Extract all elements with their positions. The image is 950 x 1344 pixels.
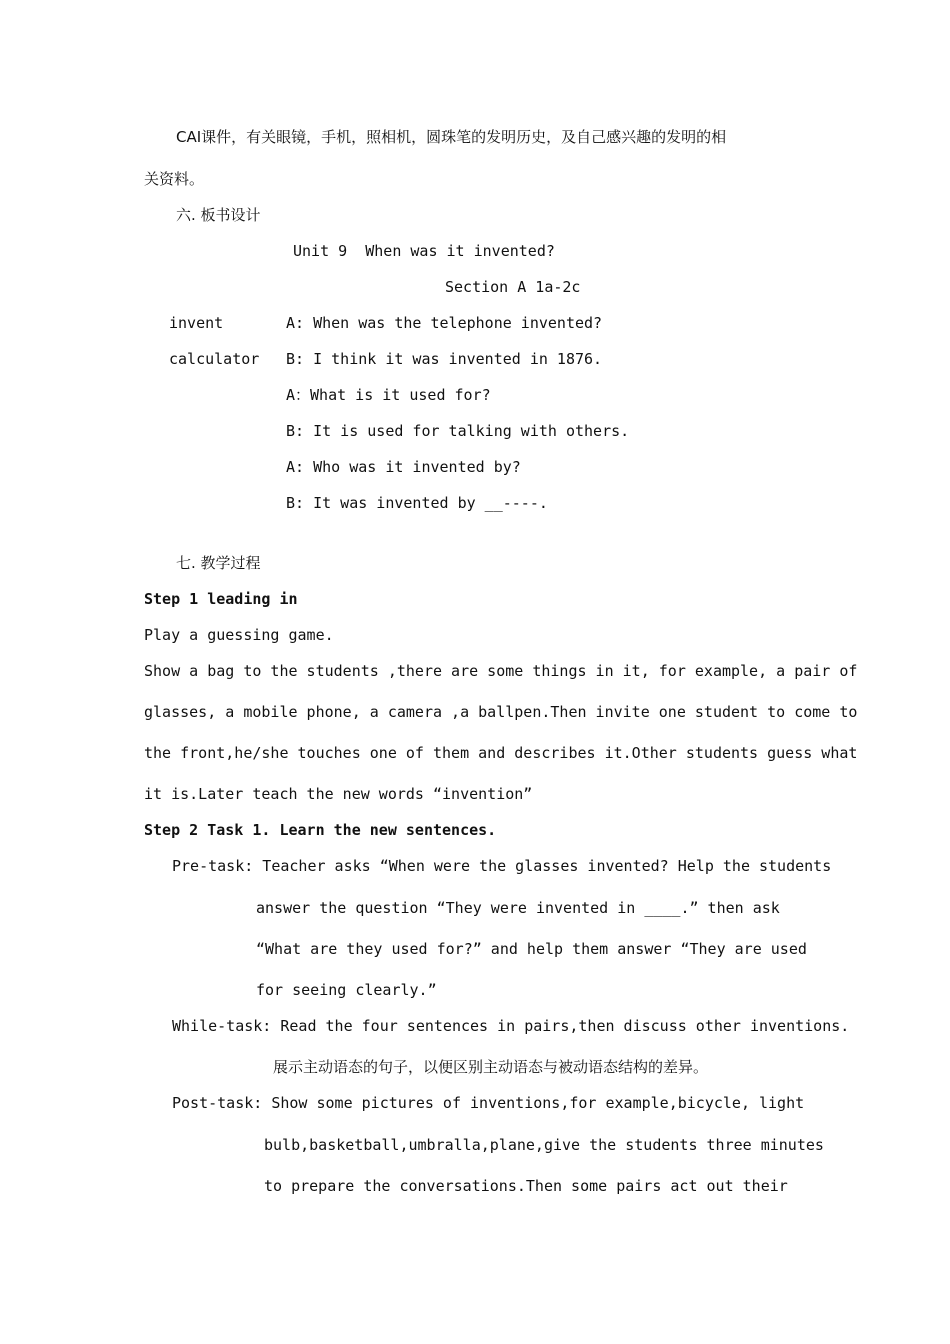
while-task-line: 展示主动语态的句子，以便区别主动语态与被动语态结构的差异。 [273, 1058, 709, 1076]
post-task-line: to prepare the conversations.Then some pairs act out their [264, 1177, 788, 1195]
board-dialogue-line: A：What is it used for? [286, 386, 491, 404]
board-title: Unit 9 When was it invented? [293, 242, 555, 260]
pre-task-line: Pre-task: Teacher asks “When were the glasses invented? Help the students [172, 857, 832, 875]
step-1-line: the front,he/she touches one of them and describes it.Other students guess what [144, 744, 858, 762]
board-word: invent [169, 314, 224, 332]
step-1-line: Show a bag to the students ,there are some things in it, for example, a pair of [144, 662, 858, 680]
board-dialogue-line: A: Who was it invented by? [286, 458, 521, 476]
while-task-line: While-task: Read the four sentences in pairs,then discuss other inventions. [172, 1017, 850, 1035]
step-1-line: it is.Later teach the new words “invention” [144, 785, 533, 803]
materials-line-2: 关资料。 [144, 170, 205, 188]
board-word: calculator [169, 350, 260, 368]
board-dialogue-line: B: I think it was invented in 1876. [286, 350, 603, 368]
board-dialogue-line: A: When was the telephone invented? [286, 314, 603, 332]
materials-line-1: CAI课件，有关眼镜，手机，照相机，圆珠笔的发明历史，及自己感兴趣的发明的相 [176, 128, 727, 146]
pre-task-line: answer the question “They were invented in ____.” then ask [256, 899, 780, 917]
step-1-line: Play a guessing game. [144, 626, 334, 644]
step-2-title: Step 2 Task 1. Learn the new sentences. [144, 821, 497, 839]
pre-task-line: for seeing clearly.” [256, 981, 437, 999]
pre-task-line: “What are they used for?” and help them answer “They are used [256, 940, 807, 958]
step-1-title: Step 1 leading in [144, 590, 298, 608]
post-task-line: Post-task: Show some pictures of inventions,for example,bicycle, light [172, 1094, 805, 1112]
board-dialogue-line: B: It is used for talking with others. [286, 422, 630, 440]
step-1-line: glasses, a mobile phone, a camera ,a ballpen.Then invite one student to come to [144, 703, 858, 721]
section-6-heading: 六. 板书设计 [176, 206, 261, 224]
section-7-heading: 七. 教学过程 [176, 554, 261, 572]
post-task-line: bulb,basketball,umbralla,plane,give the students three minutes [264, 1136, 824, 1154]
board-dialogue-line: B: It was invented by __----. [286, 494, 548, 512]
board-subtitle: Section A 1a-2c [445, 278, 581, 296]
